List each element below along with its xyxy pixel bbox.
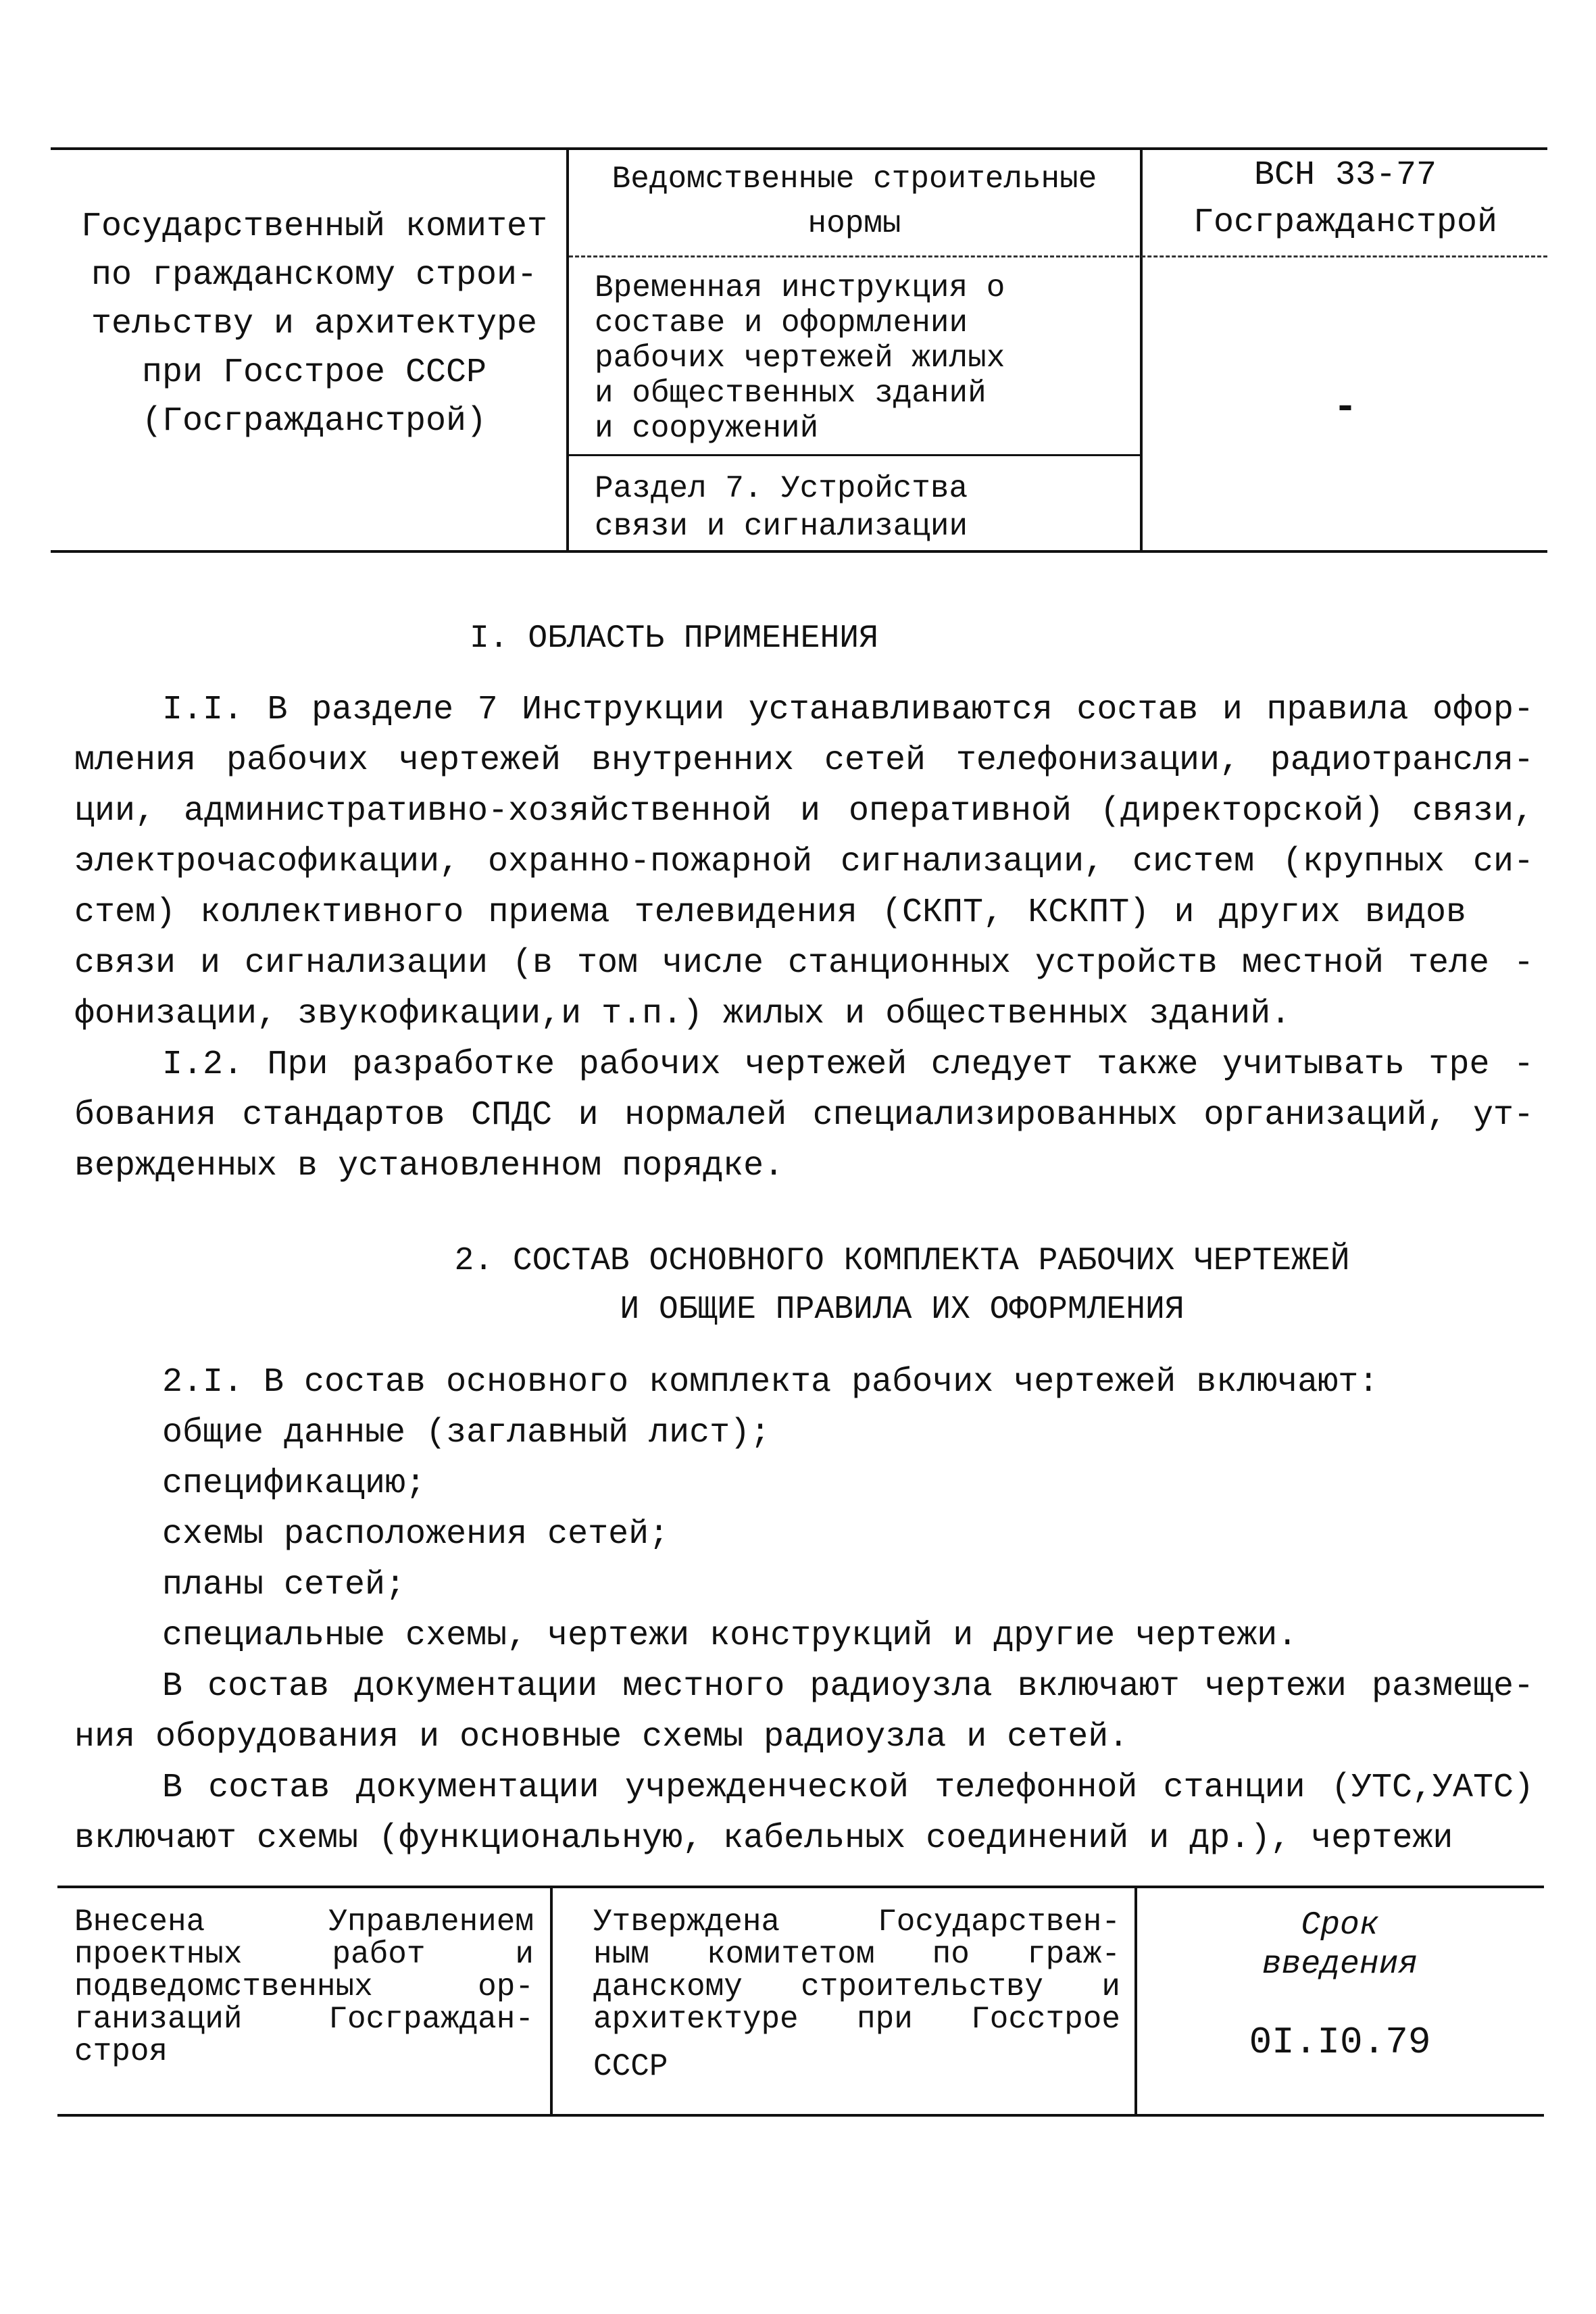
body-line: электрочасофикации, охранно-пожарной сигнализации, систем (крупных си- [74, 843, 1534, 881]
term-label: Срок [1301, 1907, 1379, 1944]
committee-line: по гражданскому строи- [91, 256, 538, 295]
introduced-line: Внесена Управлением [74, 1904, 534, 1940]
doc-code: ВСН 33-77 [1253, 156, 1437, 195]
committee-line: при Госстрое СССР [141, 353, 487, 392]
body-line: ния оборудования и основные схемы радиоузла и сетей. [74, 1718, 1129, 1756]
doc-code-block [1143, 152, 1548, 247]
body-line: ции, административно-хозяйственной и оперативной (директорской) связи, [74, 792, 1534, 831]
committee-line: (Госгражданстрой) [141, 402, 487, 441]
body-line: схемы расположения сетей; [162, 1515, 670, 1554]
section2-heading [405, 1237, 1399, 1334]
approved-line: Утверждена Государствен- [593, 1904, 1120, 1940]
body-line: 2.I. В состав основного комплекта рабочих чертежей включают: [162, 1363, 1379, 1402]
section2-heading-line: 2. СОСТАВ ОСНОВНОГО КОМПЛЕКТА РАБОЧИХ ЧЕРТЕЖЕЙ [454, 1243, 1350, 1279]
approved-line: ным комитетом по граж- [593, 1937, 1120, 1972]
approved-line: данскому строительству и [593, 1969, 1120, 2004]
approved-block [593, 1906, 1120, 2083]
body-line: специальные схемы, чертежи конструкций и другие чертежи. [162, 1617, 1298, 1655]
body-line: включают схемы (функциональную, кабельных соединений и др.), чертежи [74, 1819, 1453, 1858]
body-line: связи и сигнализации (в том числе станционных устройств местной теле - [74, 944, 1534, 983]
doc-title-line: и общественных зданий [595, 376, 987, 411]
body-line: фонизации, звукофикации,и т.п.) жилых и общественных зданий. [74, 995, 1291, 1033]
term-label: введения [1262, 1946, 1418, 1983]
body-line: общие данные (заглавный лист); [162, 1414, 771, 1452]
section2-heading-line: И ОБЩИЕ ПРАВИЛА ИХ ОФОРМЛЕНИЯ [620, 1291, 1184, 1328]
header-dash-rule [569, 255, 1547, 257]
body-line: спецификацию; [162, 1464, 426, 1503]
doc-title-block [595, 270, 1128, 446]
section-title-line: Раздел 7. Устройства [595, 471, 968, 506]
doc-type-line: Ведомственные строительные [612, 162, 1097, 197]
body-line: вержденных в установленном порядке. [74, 1147, 784, 1185]
footer-top-rule [57, 1886, 1544, 1888]
body-line: I.I. В разделе 7 Инструкции устанавливаются состав и правила офор- [162, 691, 1534, 729]
footer-bottom-rule [57, 2114, 1544, 2117]
introduced-line: подведомственных ор- [74, 1969, 534, 2004]
approved-line: СССР [593, 2049, 668, 2084]
committee-line: Государственный комитет [80, 207, 548, 246]
body-line: I.2. При разработке рабочих чертежей следует также учитывать тре - [162, 1045, 1534, 1084]
header-top-rule [51, 147, 1547, 150]
approved-line: архитектуре при Госстрое [593, 2002, 1120, 2037]
doc-title-line: составе и оформлении [595, 305, 968, 341]
section-title-line: связи и сигнализации [595, 509, 968, 544]
doc-type-line: нормы [807, 206, 901, 241]
header-bottom-rule [51, 550, 1547, 553]
committee-block [64, 203, 564, 446]
body-line: планы сетей; [162, 1566, 406, 1604]
doc-title-line: Временная инструкция о [595, 270, 1005, 305]
body-line: В состав документации учрежденческой телефонной станции (УТС,УАТС) [162, 1769, 1534, 1807]
introduced-line: проектных работ и [74, 1937, 534, 1972]
body-line: В состав документации местного радиоузла включают чертежи размеще- [162, 1667, 1534, 1706]
doc-title-line: и сооружений [595, 411, 819, 446]
footer-divider-left [550, 1886, 553, 2117]
effective-date: 0I.I0.79 [1249, 2021, 1431, 2064]
body-line: бования стандартов СПДС и нормалей специализированных организаций, ут- [74, 1096, 1534, 1135]
section-title-block [595, 470, 1128, 545]
committee-line: тельству и архитектуре [91, 305, 538, 343]
introduced-block [74, 1906, 534, 2068]
section1-heading: I. ОБЛАСТЬ ПРИМЕНЕНИЯ [470, 620, 878, 657]
doc-org: Госгражданстрой [1193, 203, 1498, 242]
header-middle-rule [569, 454, 1140, 456]
body-line: стем) коллективного приема телевидения (СКПТ, КСКПТ) и других видов [74, 893, 1466, 932]
doc-type-block [569, 157, 1140, 246]
doc-title-line: рабочих чертежей жилых [595, 341, 1005, 376]
introduced-line: ганизаций Госграждан- [74, 2002, 534, 2037]
term-block [1137, 1906, 1543, 1984]
introduced-line: строя [74, 2034, 168, 2069]
replaces-value: - [1332, 385, 1357, 431]
body-line: мления рабочих чертежей внутренних сетей телефонизации, радиотрансля- [74, 741, 1534, 780]
